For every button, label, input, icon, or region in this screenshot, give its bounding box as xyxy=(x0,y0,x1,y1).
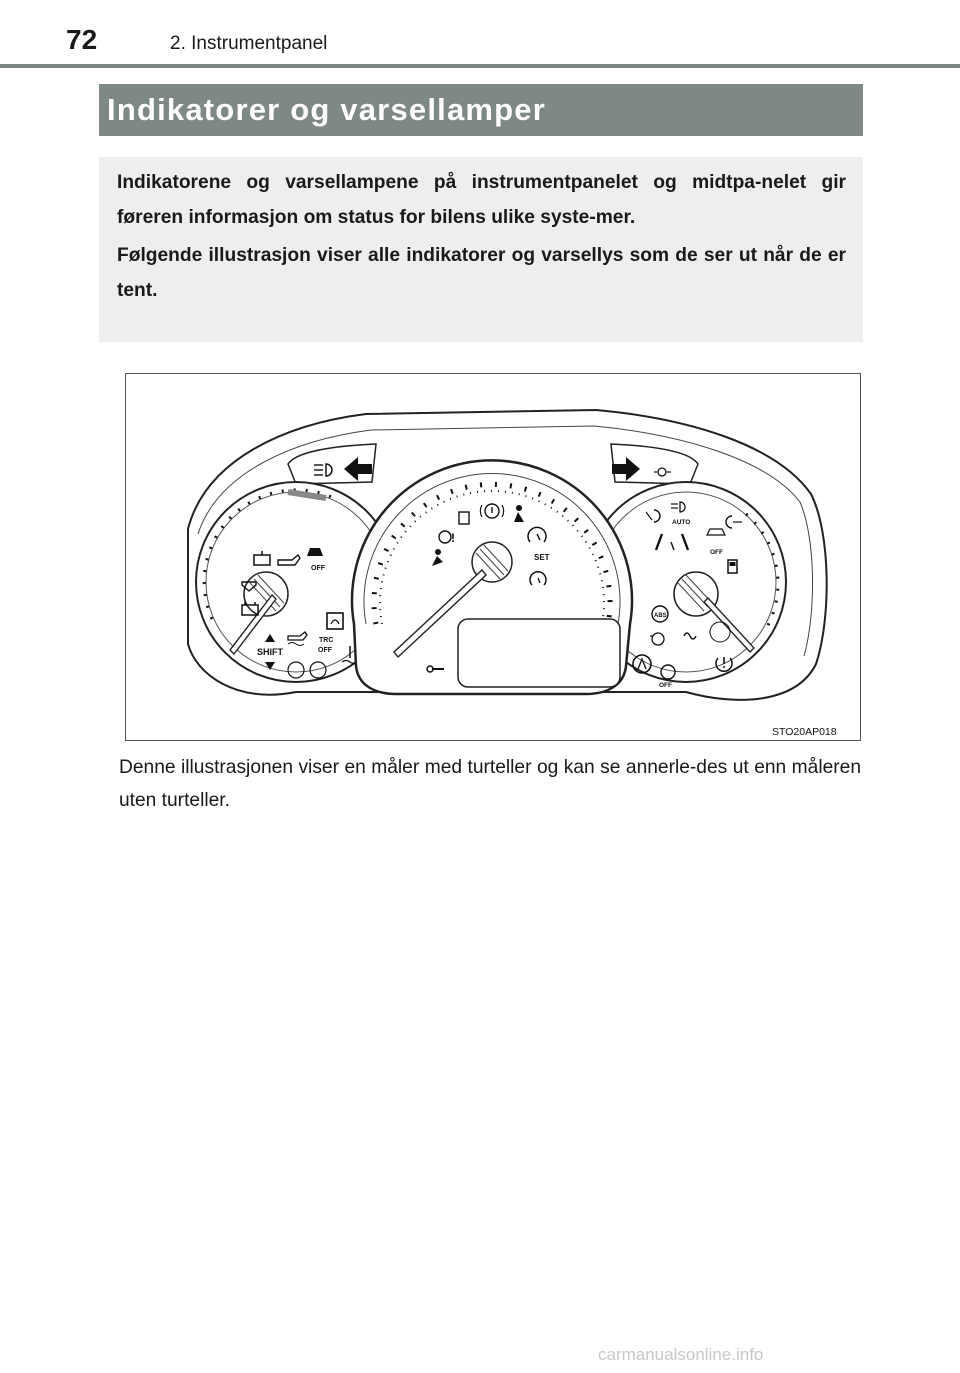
watermark: carmanualsonline.info xyxy=(598,1345,764,1364)
instrument-cluster-illustration xyxy=(126,374,860,740)
intro-box xyxy=(99,157,863,342)
trc-label: TRC xyxy=(319,637,334,644)
auto-label: AUTO xyxy=(672,519,691,526)
header-divider xyxy=(0,64,960,68)
stop-start-off-label: OFF xyxy=(659,682,672,689)
page-number: 72 xyxy=(66,24,98,55)
svg-text:!: ! xyxy=(451,531,455,545)
pcs-off-label: OFF xyxy=(710,549,723,556)
instrument-cluster-figure xyxy=(125,373,861,741)
vsc-off-label: OFF xyxy=(311,565,325,572)
figure-code: STO20AP018 xyxy=(772,726,837,738)
abs-label: ABS xyxy=(654,613,667,619)
trc-off-label: OFF xyxy=(318,647,332,654)
figure-caption: Denne illustrasjonen viser en måler med turteller og kan se annerle-des ut enn måleren uten turteller. xyxy=(119,757,861,811)
section-title-bar xyxy=(99,84,863,136)
set-label: SET xyxy=(534,553,550,562)
section-title: Indikatorer og varsellamper xyxy=(107,92,547,127)
intro-paragraph-2: Følgende illustrasjon viser alle indikatorer og varsellys som de ser ut når de er tent. xyxy=(117,245,846,301)
chapter-title: 2. Instrumentpanel xyxy=(170,33,328,54)
intro-paragraph-1: Indikatorene og varsellampene på instrumentpanelet og midtpa-nelet gir føreren informasjon om status for bilens ulike syste-mer. xyxy=(117,172,846,228)
multi-info-display xyxy=(458,619,620,687)
shift-label: SHIFT xyxy=(257,647,283,657)
